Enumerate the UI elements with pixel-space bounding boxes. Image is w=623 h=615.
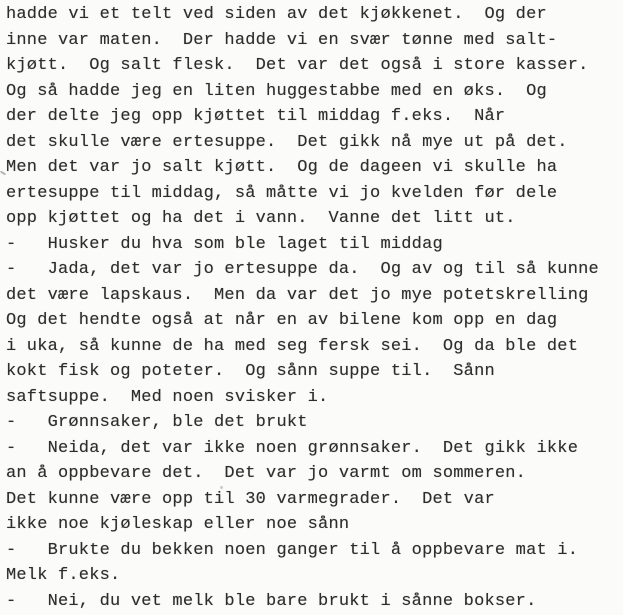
text-line: i uka, så kunne de ha med seg fersk sei. Og da ble det — [6, 336, 579, 356]
text-line: - Jada, det var jo ertesuppe da. Og av og til så kunne — [6, 260, 599, 279]
text-line: det skulle være ertesuppe. Det gikk nå mye ut på det. — [6, 132, 568, 152]
text-line: - Nei, du vet melk ble bare brukt i sånne bokser. — [6, 591, 537, 611]
text-line: opp kjøttet og ha det i vann. Vanne det litt ut. — [6, 209, 516, 228]
text-line: ertesuppe til middag, så måtte vi jo kvelden før dele — [6, 183, 558, 203]
text-line: der delte jeg opp kjøttet til middag f.eks. Når — [6, 107, 506, 126]
text-line: saftsuppe. Med noen svisker i. — [6, 387, 329, 407]
text-line: inne var maten. Der hadde vi en svær tønne med salt- — [6, 30, 558, 50]
text-line: Men det var jo salt kjøtt. Og de dageen vi skulle ha — [6, 158, 558, 177]
text-line: an å oppbevare det. Det var jo varmt om sommeren. — [6, 464, 527, 483]
typewritten-text-block — [6, 2, 623, 614]
text-line: ikke noe kjøleskap eller noe sånn — [6, 515, 350, 534]
text-line: kjøtt. Og salt flesk. Det var det også i store kasser. — [6, 56, 589, 75]
text-line: det være lapskaus. Men da var det jo mye potetskrelling — [6, 285, 589, 305]
text-line: - Grønnsaker, ble det brukt — [6, 413, 308, 432]
text-line: - Neida, det var ikke noen grønnsaker. Det gikk ikke — [6, 438, 579, 458]
text-line: hadde vi et telt ved siden av det kjøkkenet. Og der — [6, 5, 547, 24]
text-line: Og så hadde jeg en liten huggestabbe med en øks. Og — [6, 81, 547, 101]
text-line: - Husker du hva som ble laget til middag — [6, 234, 443, 254]
text-line: Melk f.eks. — [6, 566, 121, 585]
text-line: - Brukte du bekken noen ganger til å oppbevare mat i. — [6, 540, 579, 560]
scan-artifact-speck — [220, 486, 223, 489]
text-line: Og det hendte også at når en av bilene kom opp en dag — [6, 311, 558, 330]
text-line: Det kunne være opp til 30 varmegrader. Det var — [6, 489, 495, 509]
text-line: kokt fisk og poteter. Og sånn suppe til. Sånn — [6, 362, 495, 381]
